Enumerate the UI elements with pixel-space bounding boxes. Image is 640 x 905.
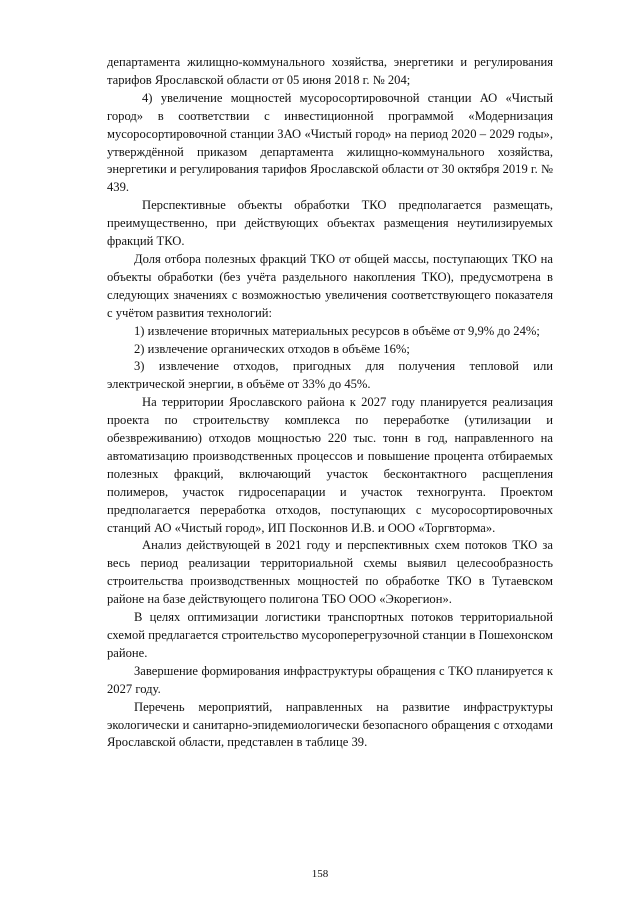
list-item-2: 2) извлечение органических отходов в объёме 16%; (134, 341, 410, 356)
paragraph-perspective-objects: Перспективные объекты обработки ТКО предполагается размещать, преимущественно, при действующих объектах размещения неутилизируемых фракций ТКО. (107, 198, 553, 249)
list-item-1: 1) извлечение вторичных материальных ресурсов в объёме от 9,9% до 24%; (134, 323, 540, 338)
paragraph-fraction-share: Доля отбора полезных фракций ТКО от общей массы, поступающих ТКО на объекты обработки (без учёта раздельного накопления ТКО), предусмотрена в следующих значениях с возможностью увеличения соответствующего показателя с учётом развития технологий: (107, 251, 553, 320)
list-item-3: 3) извлечение отходов, пригодных для получения тепловой или электрической энергии, в объёме от 33% до 45%. (107, 359, 553, 392)
paragraph-logistics: В целях оптимизации логистики транспортных потоков территориальной схемой предлагается строительство мусороперегрузочной станции в Пошехонском районе. (107, 610, 553, 660)
paragraph-yaroslavl-district: На территории Ярославского района к 2027 году планируется реализация проекта по строительству комплекса по переработке (утилизации и обезвреживанию) отходов мощностью 220 тыс. тонн в год, направленного на автоматизацию производственных процессов и повышение процента отбираемых полезных фракций, включающий участок бесконтактного расщепления полимеров, участок гидросепарации и участок техногрунта. Проектом предполагается переработка отходов, поступающих с мусоросортировочных станций АО «Чистый город», ИП Посконнов И.В. и ООО «Торгвторма». (107, 395, 553, 535)
paragraph-analysis: Анализ действующей в 2021 году и перспективных схем потоков ТКО за весь период реализации территориальной схемы выявил целесообразность строительства производственных мощностей по обработке ТКО в Тутаевском районе на базе действующего полигона ТБО ООО «Экорегион». (107, 538, 553, 607)
paragraph-completion: Завершение формирования инфраструктуры обращения с ТКО планируется к 2027 году. (107, 663, 553, 696)
list-item-4: 4) увеличение мощностей мусоросортировочной станции АО «Чистый город» в соответствии с инвестиционной программой «Модернизация мусоросортировочной станции ЗАО «Чистый город» на период 2020 – 2029 годы», утверждённой приказом департамента жилищно-коммунального хозяйства, энергетики и регулирования тарифов Ярославской области от 30 октября 2019 г. № 439. (107, 90, 553, 195)
page-number: 158 (311, 868, 329, 880)
paragraph-measures-list: Перечень мероприятий, направленных на развитие инфраструктуры экологически и санитарно-эпидемиологически безопасного обращения с отходами Ярославской области, представлен в таблице 39. (107, 699, 553, 750)
body-text (107, 54, 553, 752)
paragraph-continuation: департамента жилищно-коммунального хозяйства, энергетики и регулирования тарифов Ярославской области от 05 июня 2018 г. № 204; (107, 55, 553, 87)
